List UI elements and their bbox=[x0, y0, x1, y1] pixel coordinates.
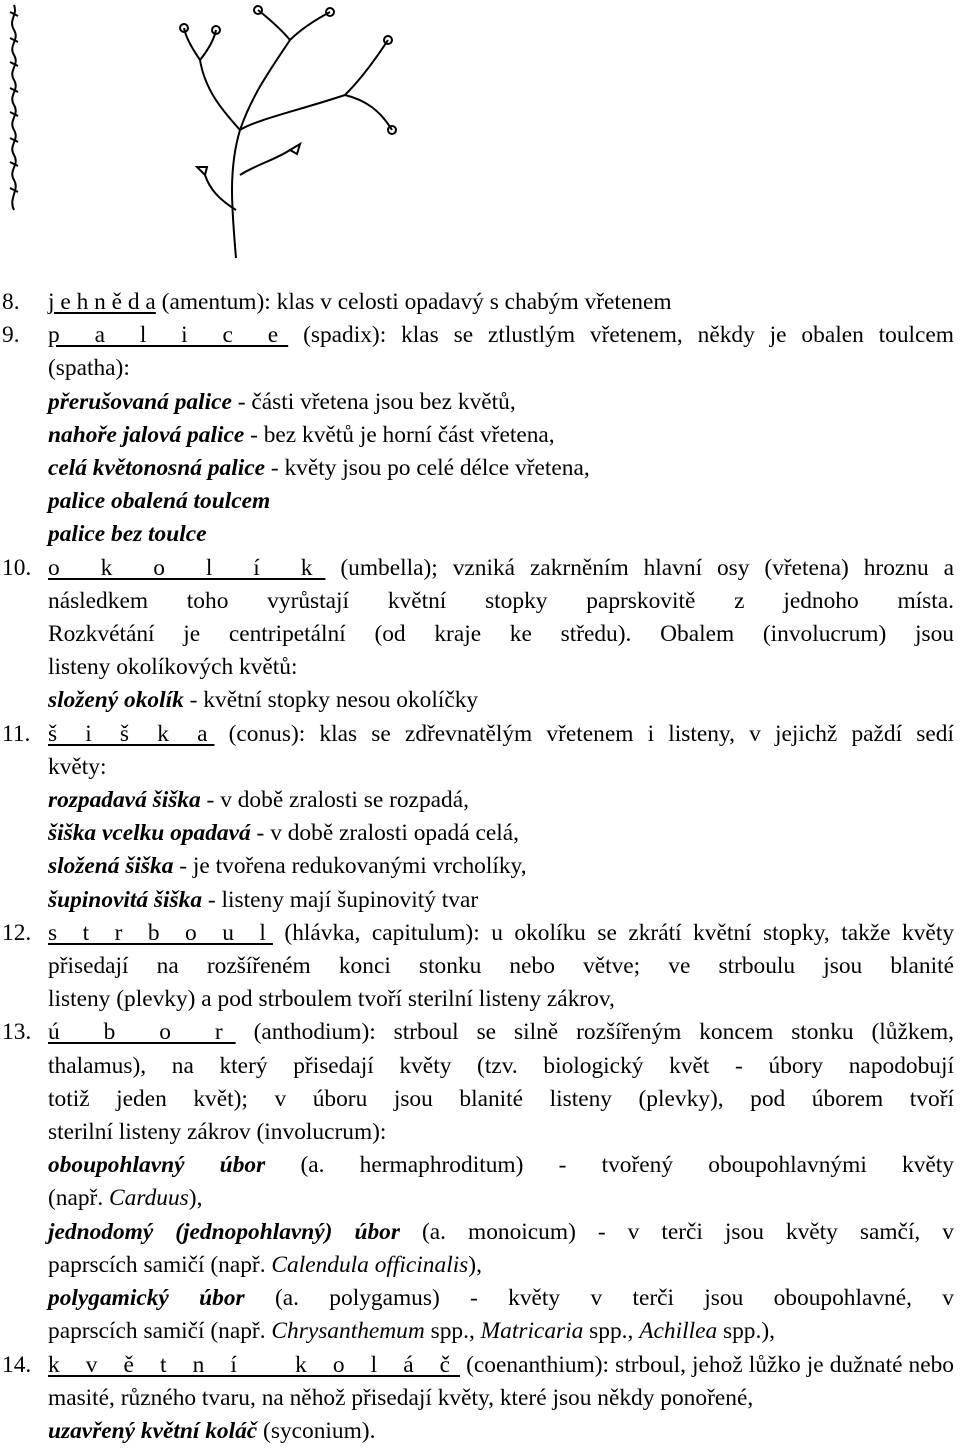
subtype-term: polygamický úbor bbox=[48, 1285, 245, 1312]
text-line bbox=[48, 684, 954, 717]
subtype-term: šiška vcelku opadavá bbox=[48, 820, 251, 847]
subtype-term: uzavřený květní koláč bbox=[48, 1417, 258, 1444]
subtype-term: přerušovaná palice bbox=[48, 388, 232, 415]
subtype-term: palice obalená toulcem bbox=[48, 488, 271, 515]
subtype-text: - květní stopky nesou okolíčky bbox=[183, 687, 479, 714]
text-line bbox=[48, 319, 954, 352]
text-line bbox=[48, 784, 954, 817]
taxon-name: Matricaria bbox=[480, 1318, 584, 1345]
entry-13 bbox=[0, 1016, 960, 1348]
text-line bbox=[48, 386, 954, 419]
catkin-chain-drawing bbox=[10, 5, 18, 210]
subtype-term: jednodomý (jednopohlavný) úbor bbox=[48, 1218, 400, 1245]
subtype-text: spp., bbox=[424, 1318, 481, 1345]
subtype-term: palice bez toulce bbox=[48, 521, 207, 548]
entry-number: 13. bbox=[2, 1019, 32, 1046]
subtype-text: - v době zralosti opadá celá, bbox=[250, 820, 519, 847]
subtype-text: - v době zralosti se rozpadá, bbox=[200, 787, 469, 814]
subtype-text: - květy jsou po celé délce vřetena, bbox=[264, 455, 590, 482]
text-line bbox=[48, 1349, 954, 1382]
term-okolik: o k o l í k bbox=[48, 554, 326, 581]
entry-number: 8. bbox=[2, 289, 20, 315]
definition-text: (umbella); vzniká zakrněním hlavní osy (vřetena) hroznu a bbox=[340, 554, 954, 581]
subtype-term: oboupohlavný úbor bbox=[48, 1152, 266, 1179]
definition-text: přisedají na rozšířeném konci stonku nebo větve; ve strboulu jsou blanité bbox=[48, 953, 954, 980]
text-line bbox=[48, 1216, 954, 1249]
subtype-text: (a. monoicum) - v terči jsou květy samčí, v bbox=[399, 1218, 954, 1245]
text-line bbox=[48, 518, 954, 551]
entry-12 bbox=[0, 917, 960, 1017]
subtype-text: - bez květů je horní část vřetena, bbox=[244, 421, 555, 448]
text-line bbox=[48, 485, 954, 518]
document-body bbox=[0, 286, 960, 1448]
text-line bbox=[48, 1382, 954, 1415]
definition-text: thalamus), na který přisedají květy (tzv. biologický květ - úbory napodobují bbox=[48, 1052, 954, 1079]
text-line bbox=[48, 751, 954, 784]
definition-text: listeny okolíkových květů: bbox=[48, 654, 298, 681]
entry-number: 11. bbox=[2, 720, 31, 747]
text-line bbox=[48, 1182, 954, 1215]
definition-text: následkem toho vyrůstají květní stopky paprskovitě z jednoho místa. bbox=[48, 587, 954, 614]
definition-text: (conus): klas se zdřevnatělým vřetenem i listeny, v jejichž paždí sedí bbox=[214, 720, 954, 747]
entry-14 bbox=[0, 1349, 960, 1449]
text-line bbox=[48, 352, 954, 385]
subtype-text: (např. bbox=[48, 1185, 110, 1212]
subtype-text: paprscích samičí (např. bbox=[48, 1251, 272, 1278]
text-line bbox=[48, 817, 954, 850]
text-line bbox=[48, 1050, 954, 1083]
subtype-term: rozpadavá šiška bbox=[48, 787, 201, 814]
entry-9 bbox=[0, 319, 960, 551]
subtype-text: - listeny mají šupinovitý tvar bbox=[202, 886, 479, 913]
entry-number: 12. bbox=[2, 919, 32, 946]
text-line bbox=[48, 651, 954, 684]
text-line bbox=[48, 1415, 954, 1448]
definition-text: Rozkvétání je centripetální (od kraje ke středu). Obalem (involucrum) jsou bbox=[48, 621, 954, 648]
text-line bbox=[48, 286, 954, 319]
text-line bbox=[48, 1016, 954, 1049]
term-kvetni-kolac: k v ě t n í k o l á č bbox=[48, 1351, 461, 1378]
definition-text: sterilní listeny zákrov (involucrum): bbox=[48, 1119, 387, 1146]
subtype-text: (a. polygamus) - květy v terči jsou oboupohlavné, v bbox=[274, 1285, 954, 1312]
text-line bbox=[48, 1083, 954, 1116]
text-line bbox=[48, 1149, 954, 1182]
definition-text: (coenanthium): strboul, jehož lůžko je dužnaté nebo bbox=[460, 1351, 954, 1378]
entry-number: 14. bbox=[2, 1351, 32, 1378]
text-line bbox=[48, 1315, 954, 1348]
term-jehneda: j e h n ě d a bbox=[48, 289, 156, 315]
definition-text: (spatha): bbox=[48, 355, 130, 382]
text-line bbox=[48, 419, 954, 452]
text-line bbox=[48, 850, 954, 883]
botanical-illustration bbox=[0, 0, 960, 270]
subtype-text: spp., bbox=[583, 1318, 640, 1345]
definition-text: masité, různého tvaru, na něhož přisedají květy, které jsou někdy ponořené, bbox=[48, 1384, 754, 1411]
text-line bbox=[48, 552, 954, 585]
definition-text: květy: bbox=[48, 753, 107, 780]
umbel-plant-drawing bbox=[180, 6, 396, 258]
text-line bbox=[48, 1249, 954, 1282]
entry-number: 10. bbox=[2, 554, 32, 581]
term-strboul: s t r b o u l bbox=[48, 919, 273, 946]
text-line bbox=[48, 1282, 954, 1315]
definition-text: (hlávka, capitulum): u okolíku se zkrátí květní stopky, takže květy bbox=[272, 919, 955, 946]
term-palice: p a l i c e bbox=[48, 322, 289, 349]
text-line bbox=[48, 718, 954, 751]
definition-text: (anthodium): strboul se silně rozšířeným koncem stonku (lůžkem, bbox=[253, 1019, 954, 1046]
text-line bbox=[48, 618, 954, 651]
taxon-name: Achillea bbox=[639, 1318, 718, 1345]
subtype-text: - části vřetena jsou bez květů, bbox=[231, 388, 516, 415]
subtype-term: složená šiška bbox=[48, 853, 174, 880]
term-siska: š i š k a bbox=[48, 720, 215, 747]
definition-text: totiž jeden květ); v úboru jsou blanité listeny (plevky), pod úborem tvoří bbox=[48, 1085, 954, 1112]
taxon-name: Carduus bbox=[109, 1185, 189, 1212]
term-ubor: ú b o r bbox=[48, 1019, 236, 1046]
subtype-text: (syconium). bbox=[257, 1417, 376, 1444]
subtype-text: paprscích samičí (např. bbox=[48, 1318, 272, 1345]
definition-text: (spadix): klas se ztlustlým vřetenem, někdy je obalen toulcem bbox=[303, 322, 954, 349]
subtype-text: - je tvořena redukovanými vrcholíky, bbox=[173, 853, 527, 880]
text-line bbox=[48, 950, 954, 983]
taxon-name: Calendula officinalis bbox=[271, 1251, 469, 1278]
entry-10 bbox=[0, 552, 960, 718]
subtype-term: celá květonosná palice bbox=[48, 455, 265, 482]
definition-text: (amentum): klas v celosti opadavý s chabým vřetenem bbox=[155, 289, 672, 315]
taxon-name: Chrysanthemum bbox=[271, 1318, 425, 1345]
subtype-text: ), bbox=[188, 1185, 203, 1212]
entry-11 bbox=[0, 718, 960, 917]
subtype-term: šupinovitá šiška bbox=[48, 886, 203, 913]
text-line bbox=[48, 585, 954, 618]
subtype-text: spp.), bbox=[717, 1318, 775, 1345]
subtype-text: ), bbox=[468, 1251, 482, 1278]
subtype-term: složený okolík bbox=[48, 687, 184, 714]
text-line bbox=[48, 884, 954, 917]
text-line bbox=[48, 983, 954, 1016]
definition-text: listeny (plevky) a pod strboulem tvoří sterilní listeny zákrov, bbox=[48, 986, 615, 1013]
text-line bbox=[48, 452, 954, 485]
entry-8 bbox=[0, 286, 960, 319]
text-line bbox=[48, 917, 954, 950]
entry-number: 9. bbox=[2, 322, 20, 349]
text-line bbox=[48, 1116, 954, 1149]
subtype-term: nahoře jalová palice bbox=[48, 421, 245, 448]
subtype-text: (a. hermaphroditum) - tvořený oboupohlavnými květy bbox=[300, 1152, 955, 1179]
